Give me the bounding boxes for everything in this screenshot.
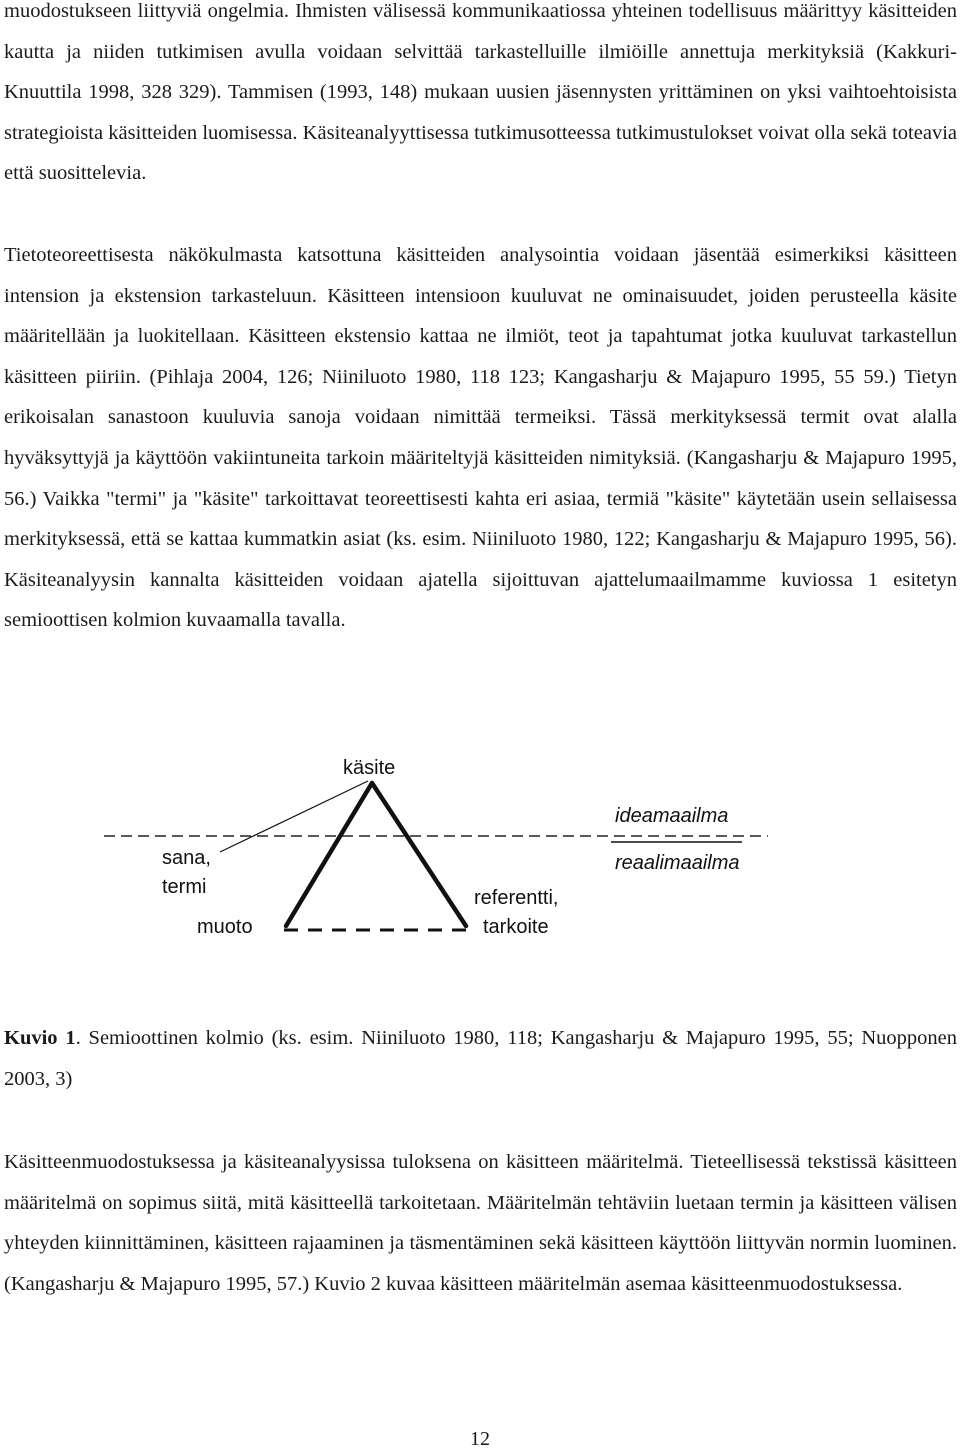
body-paragraph-1: muodostukseen liittyviä ongelmia. Ihmisten välisessä kommunikaatiossa yhteinen todellisuus määrittyy käsitteiden kautta ja niiden tutkimisen avulla voidaan selvittää tarkastelluille ilmiöille annettuja merkityksiä (Kakkuri-Knuuttila 1998, 328 329). Tammisen (1993, 148) mukaan uusien jäsennysten yrittäminen on yksi vaihtoehtoisista strategioista käsitteiden luomisessa. Käsiteanalyyttisessa tutkimusotteessa tutkimustulokset voivat olla sekä toteavia että suosittelevia. xyxy=(4,0,957,185)
pointer-line xyxy=(220,781,368,852)
caption-label: Kuvio 1 xyxy=(4,1027,76,1049)
triangle-left-side xyxy=(286,783,372,926)
triangle-right-side xyxy=(372,783,466,926)
body-paragraph-2: Tietoteoreettisesta näkökulmasta katsottuna käsitteiden analysointia voidaan jäsentää esimerkiksi käsitteen intension ja ekstension tarkasteluun. Käsitteen intensioon kuuluvat ne ominaisuudet, joiden perusteella käsite määritellään ja luokitellaan. Käsitteen ekstensio kattaa ne ilmiöt, teot ja tapahtumat jotka kuuluvat tarkastellun käsitteen piiriin. (Pihlaja 2004, 126; Niiniluoto 1980, 118 123; Kangasharju & Majapuro 1995, 55 59.) Tietyn erikoisalan sanastoon kuuluvia sanoja voidaan nimittää termeiksi. Tässä merkityksessä termit ovat alalla hyväksyttyjä ja käyttöön vakiintuneita tarkoin määriteltyjä käsitteiden nimityksiä. (Kangasharju & Majapuro 1995, 56.) Vaikka "termi" ja "käsite" tarkoittavat teoreettisesti kahta eri asiaa, termiä "käsite" käytetään usein sellaisessa merkityksessä, että se kattaa kummatkin asiat (ks. esim. Niiniluoto 1980, 122; Kangasharju & Majapuro 1995, 56). Käsiteanalyysin kannalta käsitteiden voidaan ajatella sijoittuvan ajattelumaailmamme kuviossa 1 esitetyn semioottisen kolmion kuvaamalla tavalla. xyxy=(4,244,957,632)
label-referentti: referentti, xyxy=(474,887,559,909)
caption-text: . Semioottinen kolmio (ks. esim. Niiniluoto 1980, 118; Kangasharju & Majapuro 1995, 55; Nuopponen 2003, 3) xyxy=(4,1027,957,1090)
label-kasite: käsite xyxy=(343,757,396,779)
body-paragraph-3: Käsitteenmuodostuksessa ja käsiteanalyysissa tuloksena on käsitteen määritelmä. Tieteellisessä tekstissä käsitteen määritelmä on sopimus siitä, mitä käsitteellä tarkoitetaan. Määritelmän tehtäviin luetaan termin ja käsitteen välisen yhteyden kiinnittäminen, käsitteen rajaaminen ja täsmentäminen sekä käsitteen käyttöön liittyvän normin luominen. (Kangasharju & Majapuro 1995, 57.) Kuvio 2 kuvaa käsitteen määritelmän asemaa käsitteenmuodostuksessa. xyxy=(4,1151,957,1295)
figure-caption xyxy=(4,1018,957,1099)
label-ideamaailma: ideamaailma xyxy=(615,805,729,827)
semiotic-triangle-diagram xyxy=(0,740,960,980)
label-sana: sana, xyxy=(162,847,211,869)
label-termi: termi xyxy=(162,876,207,898)
semiotic-triangle-figure xyxy=(0,740,960,980)
page-number: 12 xyxy=(470,1428,490,1450)
label-reaalimaailma: reaalimaailma xyxy=(615,852,740,874)
label-muoto: muoto xyxy=(197,916,253,938)
label-tarkoite: tarkoite xyxy=(483,916,549,938)
